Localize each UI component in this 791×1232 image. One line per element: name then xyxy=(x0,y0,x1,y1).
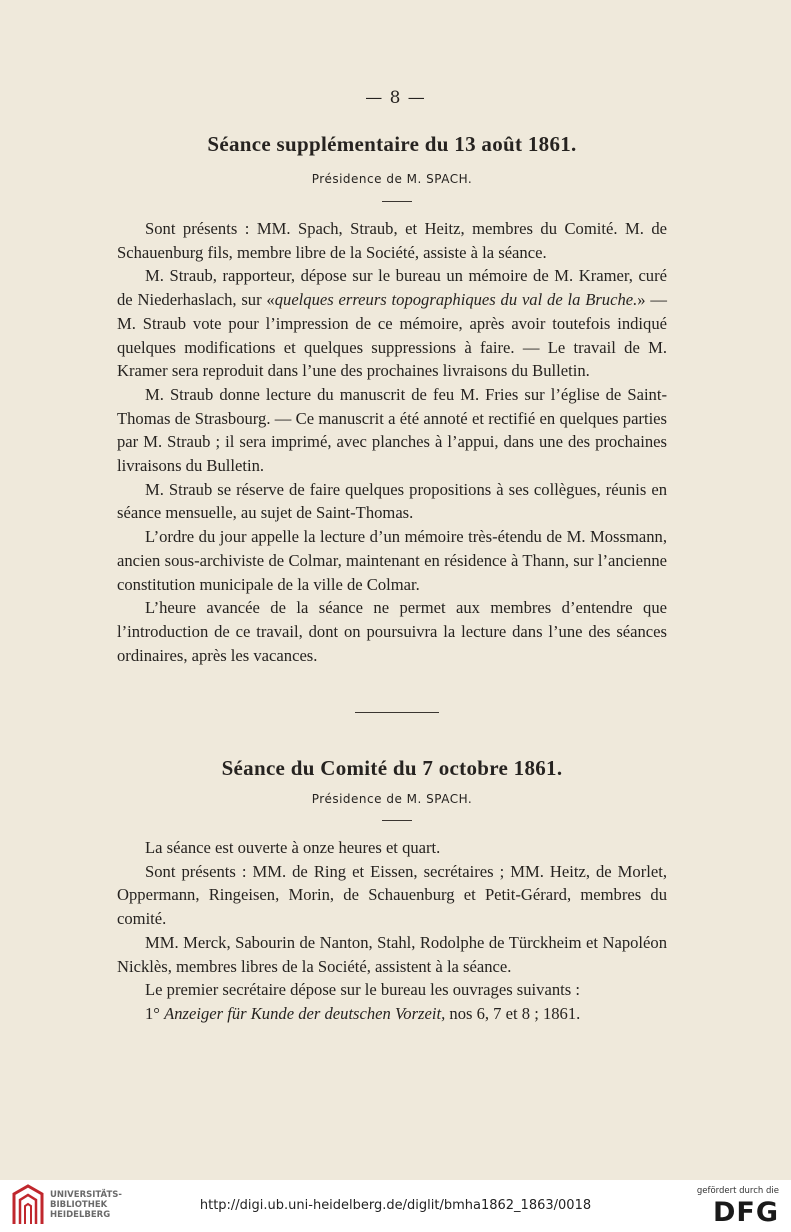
paragraph: M. Straub donne lecture du manuscrit de feu M. Fries sur l’église de Saint-Thomas de Strasbourg. — Ce manuscrit a été annoté et rectifié en quelques parties par M. Straub ; il sera imprimé, avec planches à l’appui, dans une des prochaines livraisons du Bulletin. xyxy=(117,384,667,476)
section-2-body xyxy=(117,836,667,1026)
library-name-line: UNIVERSITÄTS- xyxy=(50,1190,122,1200)
italic-title: Anzeiger für Kunde der deutschen Vorzeit, xyxy=(164,1003,446,1023)
text-run: nos 6, 7 et 8 ; 1861. xyxy=(449,1003,581,1023)
paragraph: L’ordre du jour appelle la lecture d’un mémoire très-étendu de M. Mossmann, ancien sous-archiviste de Colmar, maintenant en résidence à Thann, sur l’ancienne constitution municipale de la ville de Colmar. xyxy=(117,527,667,594)
dfg-logo: DFG xyxy=(712,1197,779,1228)
text-run: » — M. Straub vote pour l’impression de ce mémoire, après avoir toutefois indiqué quelques modifications et quelques suppressions à faire. — Le travail de M. Kramer sera reproduit dans l’une des prochaines livraisons du Bulletin. xyxy=(117,290,667,381)
list-number: 1° xyxy=(145,1003,160,1023)
viewer-footer xyxy=(0,1180,791,1232)
page-number: — 8 — xyxy=(365,88,426,108)
paragraph: Sont présents : MM. Spach, Straub, et Heitz, membres du Comité. M. de Schauenburg fils, membre libre de la Société, assiste à la séance. xyxy=(117,219,667,262)
paragraph: Le premier secrétaire dépose sur le bureau les ouvrages suivants : xyxy=(145,980,580,1000)
section-divider xyxy=(355,712,439,713)
section-2-presidence: Présidence de M. SPACH. xyxy=(311,792,473,806)
italic-title: quelques erreurs topographiques du val de la Bruche. xyxy=(274,290,638,310)
paragraph: L’heure avancée de la séance ne permet aux membres d’entendre que l’introduction de ce travail, dont on poursuivra la lecture dans l’une des séances ordinaires, après les vacances. xyxy=(117,598,667,665)
paragraph: M. Straub se réserve de faire quelques propositions à ses collègues, réunis en séance mensuelle, au sujet de Saint-Thomas. xyxy=(117,479,667,523)
paragraph: MM. Merck, Sabourin de Nanton, Stahl, Rodolphe de Türckheim et Napoléon Nicklès, membres libres de la Société, assistent à la séance. xyxy=(117,932,667,976)
section-1-body xyxy=(117,217,667,667)
text-run: M. Straub, rapporteur, dépose sur le bureau un mémoire de M. Kramer, curé de Niederhaslach, sur « xyxy=(117,266,667,310)
paragraph: La séance est ouverte à onze heures et quart. xyxy=(145,838,441,857)
paragraph xyxy=(117,264,667,383)
short-divider xyxy=(382,820,412,821)
library-name-line: BIBLIOTHEK xyxy=(50,1200,108,1210)
permalink-url[interactable]: http://digi.ub.uni-heidelberg.de/diglit/bmha1862_1863/0018 xyxy=(199,1198,592,1213)
section-1-presidence: Présidence de M. SPACH. xyxy=(311,172,473,186)
paragraph xyxy=(117,1002,667,1026)
funded-by-caption: gefördert durch die xyxy=(696,1186,779,1196)
short-divider xyxy=(382,201,412,202)
library-name-line: HEIDELBERG xyxy=(50,1210,111,1220)
section-2-heading: Séance du Comité du 7 octobre 1861. xyxy=(221,756,563,780)
paragraph: Sont présents : MM. de Ring et Eissen, secrétaires ; MM. Heitz, de Morlet, Oppermann, Ringeisen, Morin, de Schauenburg et Petit-Gérard, membres du comité. xyxy=(117,861,667,929)
section-1-heading: Séance supplémentaire du 13 août 1861. xyxy=(207,132,577,156)
